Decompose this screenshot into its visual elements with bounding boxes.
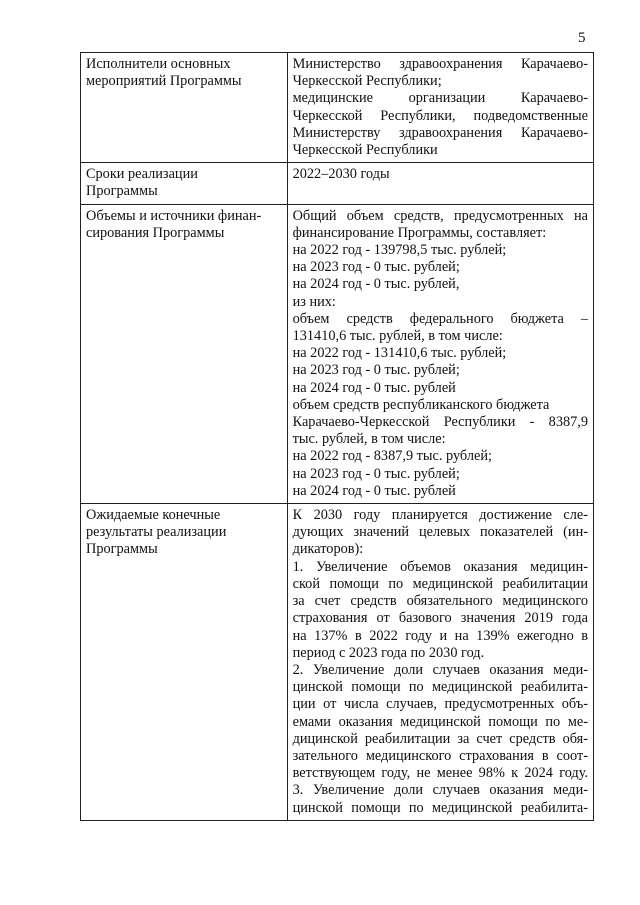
- row-value-line: К 2030 году планируется достижение сле-: [292, 507, 588, 524]
- row-label-line: мероприятий Программы: [86, 73, 242, 90]
- row-value-line: на 2022 год - 8387,9 тыс. рублей;: [292, 448, 492, 465]
- row-label-line: результаты реализации: [86, 524, 227, 541]
- row-value-line: за счет средств обязательного медицинского: [292, 593, 588, 610]
- row-value-line: Черкесской Республики;: [292, 73, 442, 90]
- row-value-line: на 2024 год - 0 тыс. рублей,: [292, 276, 460, 293]
- row-value-line: финансирование Программы, составляет:: [292, 224, 547, 241]
- row-value-line: цинской помощи по медицинской реабилита-: [292, 679, 588, 696]
- row-value-line: на 2024 год - 0 тыс. рублей: [292, 379, 456, 396]
- row-value-line: из них:: [292, 293, 336, 310]
- row-value-line: 131410,6 тыс. рублей, в том числе:: [292, 328, 503, 345]
- row-value-line: Черкесской Республики: [292, 142, 438, 159]
- row-label-line: сирования Программы: [86, 224, 225, 241]
- table-row: [81, 504, 594, 821]
- row-value-line: на 2023 год - 0 тыс. рублей;: [292, 362, 460, 379]
- row-label-line: Объемы и источники финан-: [86, 207, 262, 224]
- row-value-line: тыс. рублей, в том числе:: [292, 431, 446, 448]
- row-label-line: Программы: [86, 541, 158, 558]
- row-value-line: цинской помощи по медицинской реабилита-: [292, 799, 588, 816]
- row-value-line: Карачаево-Черкесской Республики - 8387,9: [292, 414, 588, 431]
- row-value-line: объем средств республиканского бюджета: [292, 396, 550, 413]
- row-value-cell: [287, 504, 593, 821]
- row-value-cell: [287, 204, 593, 503]
- table-row: [81, 204, 594, 503]
- row-label-cell: [81, 53, 288, 163]
- table-row: [81, 53, 594, 163]
- row-value-line: 3. Увеличение доли случаев оказания меди-: [292, 782, 588, 799]
- row-value-line: дующих значений целевых показателей (ин-: [292, 524, 588, 541]
- row-label-line: Ожидаемые конечные: [86, 507, 221, 524]
- row-value-line: на 2022 год - 139798,5 тыс. рублей;: [292, 242, 507, 259]
- row-value-line: дикаторов):: [292, 541, 364, 558]
- row-value-line: на 2023 год - 0 тыс. рублей;: [292, 465, 460, 482]
- row-value-line: 2. Увеличение доли случаев оказания меди-: [292, 661, 588, 678]
- row-value-line: 1. Увеличение объемов оказания медицин-: [292, 558, 588, 575]
- program-passport-table: [80, 52, 594, 821]
- row-label-cell: [81, 163, 288, 204]
- row-label-cell: [81, 504, 288, 821]
- row-value-line: ветствующем году, не менее 98% к 2024 году.: [292, 765, 588, 782]
- page-number: 5: [578, 30, 586, 46]
- table-body: [81, 53, 594, 821]
- row-value-line: ции от числа случаев, предусмотренных объ-: [292, 696, 588, 713]
- row-value-line: 2022–2030 годы: [292, 166, 390, 183]
- row-value-cell: [287, 163, 593, 204]
- row-value-cell: [287, 53, 593, 163]
- row-value-line: период с 2023 года по 2030 год.: [292, 644, 485, 661]
- row-value-line: объем средств федерального бюджета –: [292, 310, 588, 327]
- row-value-line: Министерству здравоохранения Карачаево-: [292, 124, 588, 141]
- row-label-line: Программы: [86, 183, 158, 200]
- table-row: [81, 163, 594, 204]
- row-value-line: страхования от базового значения 2019 года: [292, 610, 588, 627]
- row-label-cell: [81, 204, 288, 503]
- row-value-line: дицинской реабилитации за счет средств обя-: [292, 730, 588, 747]
- row-value-line: на 2023 год - 0 тыс. рублей;: [292, 259, 460, 276]
- row-value-line: на 2022 год - 131410,6 тыс. рублей;: [292, 345, 507, 362]
- row-label-line: Исполнители основных: [86, 56, 231, 72]
- row-value-line: зательного медицинского страхования в соот-: [292, 747, 588, 764]
- row-value-line: на 137% в 2022 году и на 139% ежегодно в: [292, 627, 588, 644]
- row-value-line: Министерство здравоохранения Карачаево-: [292, 56, 588, 72]
- row-value-line: медицинские организации Карачаево-: [292, 90, 588, 107]
- row-value-line: емами оказания медицинской помощи по ме-: [292, 713, 588, 730]
- row-value-line: ской помощи по медицинской реабилитации: [292, 575, 588, 592]
- row-label-line: Сроки реализации: [86, 166, 198, 183]
- row-value-line: Черкесской Республики, подведомственные: [292, 107, 588, 124]
- row-value-line: Общий объем средств, предусмотренных на: [292, 207, 588, 224]
- row-value-line: на 2024 год - 0 тыс. рублей: [292, 482, 456, 499]
